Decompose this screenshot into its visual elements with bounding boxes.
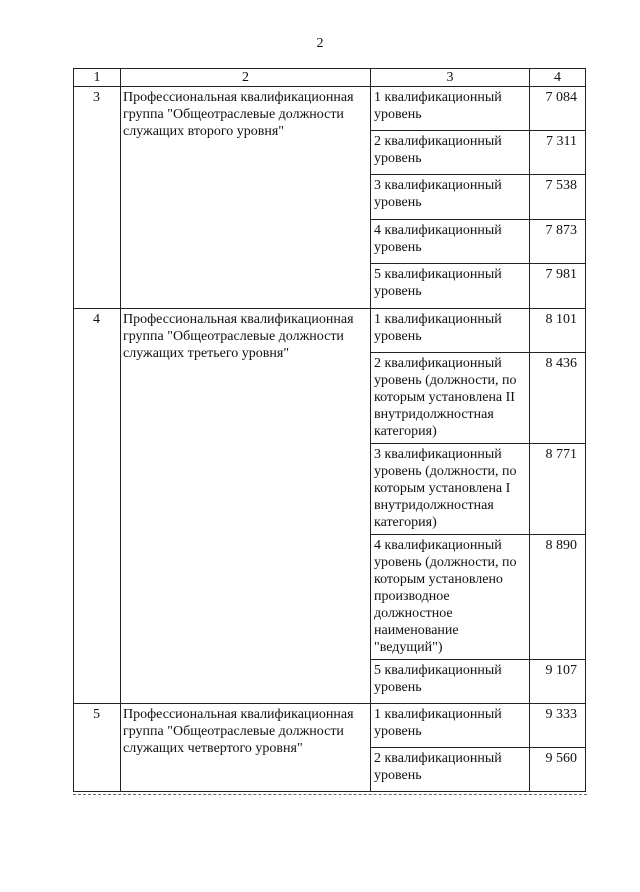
group-number: 5 — [74, 704, 121, 792]
group-name: Профессиональная квалификационная группа "Общеотраслевые должности служащих третьего уровня" — [121, 309, 371, 704]
salary-value: 7 981 — [530, 264, 586, 309]
salary-value: 8 890 — [530, 535, 586, 660]
group-number: 4 — [74, 309, 121, 704]
salary-value: 9 560 — [530, 748, 586, 792]
column-header: 1 — [74, 69, 121, 87]
salary-value: 8 771 — [530, 444, 586, 535]
table-row — [74, 309, 586, 353]
qualification-level: 5 квалификационный уровень — [371, 264, 530, 309]
salary-table — [73, 68, 586, 792]
salary-value: 8 101 — [530, 309, 586, 353]
qualification-level: 3 квалификационный уровень — [371, 175, 530, 220]
salary-value: 9 107 — [530, 660, 586, 704]
qualification-level: 4 квалификационный уровень (должности, по которым установлено производное должностное наименование "ведущий") — [371, 535, 530, 660]
qualification-level: 1 квалификационный уровень — [371, 87, 530, 131]
column-number-header-row — [74, 69, 586, 87]
column-header: 4 — [530, 69, 586, 87]
page-number: 2 — [316, 36, 324, 51]
salary-value: 7 873 — [530, 220, 586, 264]
qualification-level: 2 квалификационный уровень — [371, 131, 530, 175]
qualification-level: 1 квалификационный уровень — [371, 704, 530, 748]
qualification-level: 3 квалификационный уровень (должности, по которым установлена I внутридолжностная категория) — [371, 444, 530, 535]
group-number: 3 — [74, 87, 121, 309]
qualification-level: 4 квалификационный уровень — [371, 220, 530, 264]
qualification-level: 1 квалификационный уровень — [371, 309, 530, 353]
group-name: Профессиональная квалификационная группа "Общеотраслевые должности служащих второго уровня" — [121, 87, 371, 309]
qualification-level: 2 квалификационный уровень — [371, 748, 530, 792]
salary-value: 7 084 — [530, 87, 586, 131]
salary-value: 7 311 — [530, 131, 586, 175]
column-header: 3 — [371, 69, 530, 87]
table-cut-line — [73, 794, 587, 795]
salary-value: 7 538 — [530, 175, 586, 220]
qualification-level: 5 квалификационный уровень — [371, 660, 530, 704]
group-name: Профессиональная квалификационная группа "Общеотраслевые должности служащих четвертого уровня" — [121, 704, 371, 792]
qualification-level: 2 квалификационный уровень (должности, по которым установлена II внутридолжностная категория) — [371, 353, 530, 444]
column-header: 2 — [121, 69, 371, 87]
table-row — [74, 704, 586, 748]
table-row — [74, 87, 586, 131]
salary-value: 9 333 — [530, 704, 586, 748]
salary-value: 8 436 — [530, 353, 586, 444]
